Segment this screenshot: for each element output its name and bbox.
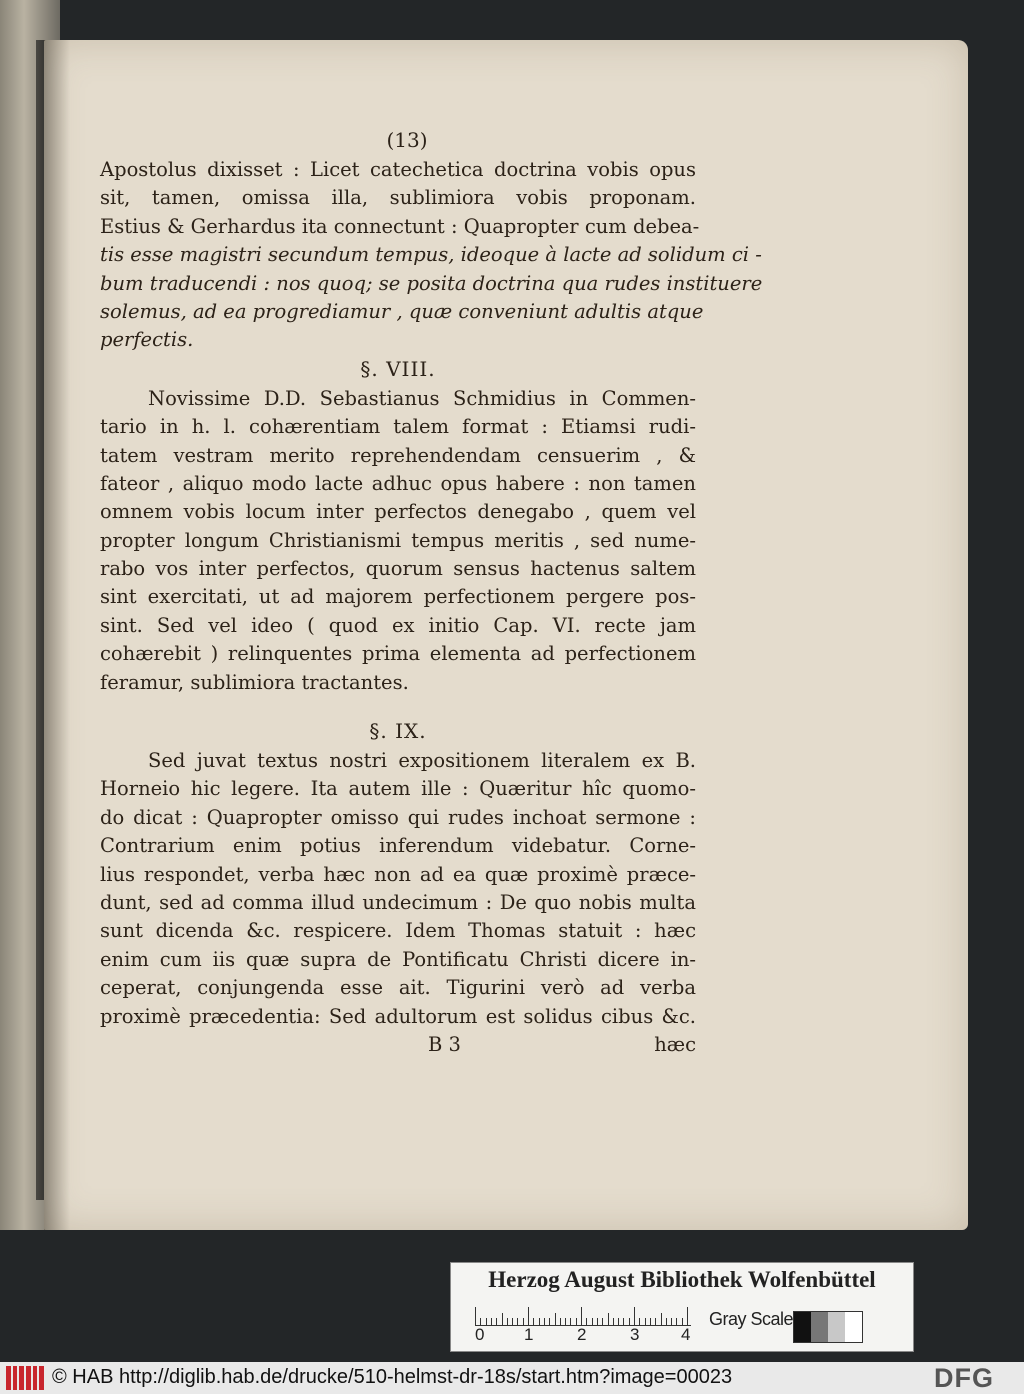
text-line: sunt dicenda &c. respicere. Idem Thomas statuit : hæc — [100, 919, 696, 943]
page-spine-shadow — [44, 40, 70, 1230]
text-line: tis esse magistri secundum tempus, ideoque à lacte ad solidum ci - — [100, 243, 762, 267]
text-line: propter longum Christianismi tempus meritis , sed nume- — [100, 528, 696, 552]
ruler-tick — [650, 1318, 651, 1325]
ruler-tick — [655, 1318, 656, 1325]
ruler-tick — [565, 1318, 566, 1325]
ruler-tick — [629, 1318, 630, 1325]
page-text — [100, 128, 763, 1059]
hab-logo-icon — [6, 1366, 44, 1390]
viewer-footer — [0, 1362, 1024, 1394]
text-line: lius respondet, verba hæc non ad ea quæ proximè præce- — [100, 862, 696, 886]
ruler-tick — [666, 1318, 667, 1325]
signature-mark: B 3 — [428, 1032, 461, 1056]
ruler-tick — [560, 1318, 561, 1325]
ruler-tick — [539, 1318, 540, 1325]
text-line: tario in h. l. cohærentiam talem format : Etiamsi rudi- — [100, 415, 696, 439]
ruler-number: 0 — [475, 1325, 485, 1344]
ruler-tick — [592, 1318, 593, 1325]
ruler-tick — [639, 1318, 640, 1325]
text-line: bum traducendi : nos quoq; se posita doctrina qua rudes instituere — [100, 271, 763, 295]
ruler-tick — [581, 1307, 582, 1325]
ruler-tick — [586, 1318, 587, 1325]
text-line: omnem vobis locum inter perfectos denegabo , quem vel — [100, 500, 696, 524]
gray-swatch — [811, 1312, 828, 1342]
text-line: enim cum iis quæ supra de Pontificatu Christi dicere in- — [100, 947, 696, 971]
text-line: tatem vestram merito reprehendendam censuerim , & — [100, 443, 696, 467]
ruler-tick — [634, 1307, 635, 1325]
page-footer — [100, 1031, 696, 1059]
text-line: solemus, ad ea progrediamur , quæ conveniunt adultis atque — [100, 299, 704, 323]
text-line: feramur, sublimiora tractantes. — [100, 670, 409, 694]
text-line: rabo vos inter perfectos, quorum sensus hactenus saltem — [100, 557, 696, 581]
ruler-tick — [597, 1318, 598, 1325]
ruler-tick — [555, 1313, 556, 1325]
text-line: cohærebit ) relinquentes prima elementa ad perfectionem — [100, 642, 696, 666]
ruler-tick — [682, 1318, 683, 1325]
text-line: Estius & Gerhardus ita connectunt : Quapropter cum debea- — [100, 214, 700, 238]
text-line: sint. Sed vel ideo ( quod ex initio Cap. VI. recte jam — [100, 613, 696, 637]
ruler-tick — [517, 1318, 518, 1325]
ruler-tick — [602, 1318, 603, 1325]
ruler-tick — [523, 1318, 524, 1325]
ruler-tick — [507, 1318, 508, 1325]
ruler-tick — [623, 1318, 624, 1325]
library-name: Herzog August Bibliothek Wolfenbüttel — [488, 1267, 876, 1292]
ruler-tick — [502, 1313, 503, 1325]
gray-scale-label: Gray Scale — [709, 1309, 794, 1329]
section-heading-ix: §. IX. — [369, 719, 427, 744]
gray-swatch — [845, 1312, 862, 1342]
text-line: perfectis. — [100, 328, 194, 352]
ruler — [475, 1307, 691, 1326]
ruler-tick — [491, 1318, 492, 1325]
color-scale-card — [450, 1262, 914, 1352]
text-line: sit, tamen, omissa illa, sublimiora vobis proponam. — [100, 186, 696, 210]
ruler-tick — [676, 1318, 677, 1325]
text-line: dunt, sed ad comma illud undecimum : De quo nobis multa — [100, 890, 696, 914]
catchword: hæc — [654, 1032, 696, 1056]
text-line: Horneio hic legere. Ita autem ille : Quæritur hîc quomo- — [100, 777, 696, 801]
text-line: fateor , aliquo modo lacte adhuc opus habere : non tamen — [100, 471, 696, 495]
text-line: sint exercitati, ut ad majorem perfectionem pergere pos- — [100, 585, 696, 609]
gray-swatch — [828, 1312, 845, 1342]
dfg-logo: DFG — [934, 1363, 994, 1393]
ruler-tick — [687, 1307, 688, 1325]
text-line: Contrarium enim potius inferendum videbatur. Corne- — [100, 834, 696, 858]
ruler-tick — [570, 1318, 571, 1325]
ruler-tick — [645, 1318, 646, 1325]
text-line: do dicat : Quapropter omisso qui rudes inchoat sermone : — [100, 805, 696, 829]
text-line: proximè præcedentia: Sed adultorum est solidus cibus &c. — [100, 1004, 696, 1028]
ruler-tick — [618, 1318, 619, 1325]
text-line: Sed juvat textus nostri expositionem literalem ex B. — [148, 749, 696, 773]
ruler-tick — [576, 1318, 577, 1325]
page-number: (13) — [386, 128, 428, 152]
ruler-tick — [533, 1318, 534, 1325]
ruler-tick — [544, 1318, 545, 1325]
gray-scale-swatches — [793, 1311, 863, 1343]
ruler-tick — [661, 1313, 662, 1325]
ruler-number: 1 — [524, 1325, 534, 1344]
section-heading-viii: §. VIII. — [360, 356, 436, 381]
ruler-tick — [608, 1313, 609, 1325]
ruler-tick — [613, 1318, 614, 1325]
ruler-tick — [671, 1318, 672, 1325]
ruler-tick — [512, 1318, 513, 1325]
ruler-tick — [528, 1307, 529, 1325]
text-line: Novissime D.D. Sebastianus Schmidius in Commen- — [148, 386, 696, 410]
ruler-number: 3 — [630, 1325, 640, 1344]
ruler-number: 2 — [577, 1325, 587, 1344]
ruler-number: 4 — [681, 1325, 691, 1344]
ruler-tick — [496, 1318, 497, 1325]
gray-swatch — [794, 1312, 811, 1342]
ruler-numbers — [475, 1325, 715, 1347]
ruler-tick — [480, 1318, 481, 1325]
ruler-tick — [486, 1318, 487, 1325]
text-line: ceperat, conjungenda esse ait. Tigurini verò ad verba — [100, 976, 696, 1000]
copyright-url: © HAB http://diglib.hab.de/drucke/510-helmst-dr-18s/start.htm?image=00023 — [52, 1366, 733, 1388]
ruler-tick — [549, 1318, 550, 1325]
text-line: Apostolus dixisset : Licet catechetica doctrina vobis opus — [100, 158, 696, 181]
ruler-tick — [475, 1307, 476, 1325]
